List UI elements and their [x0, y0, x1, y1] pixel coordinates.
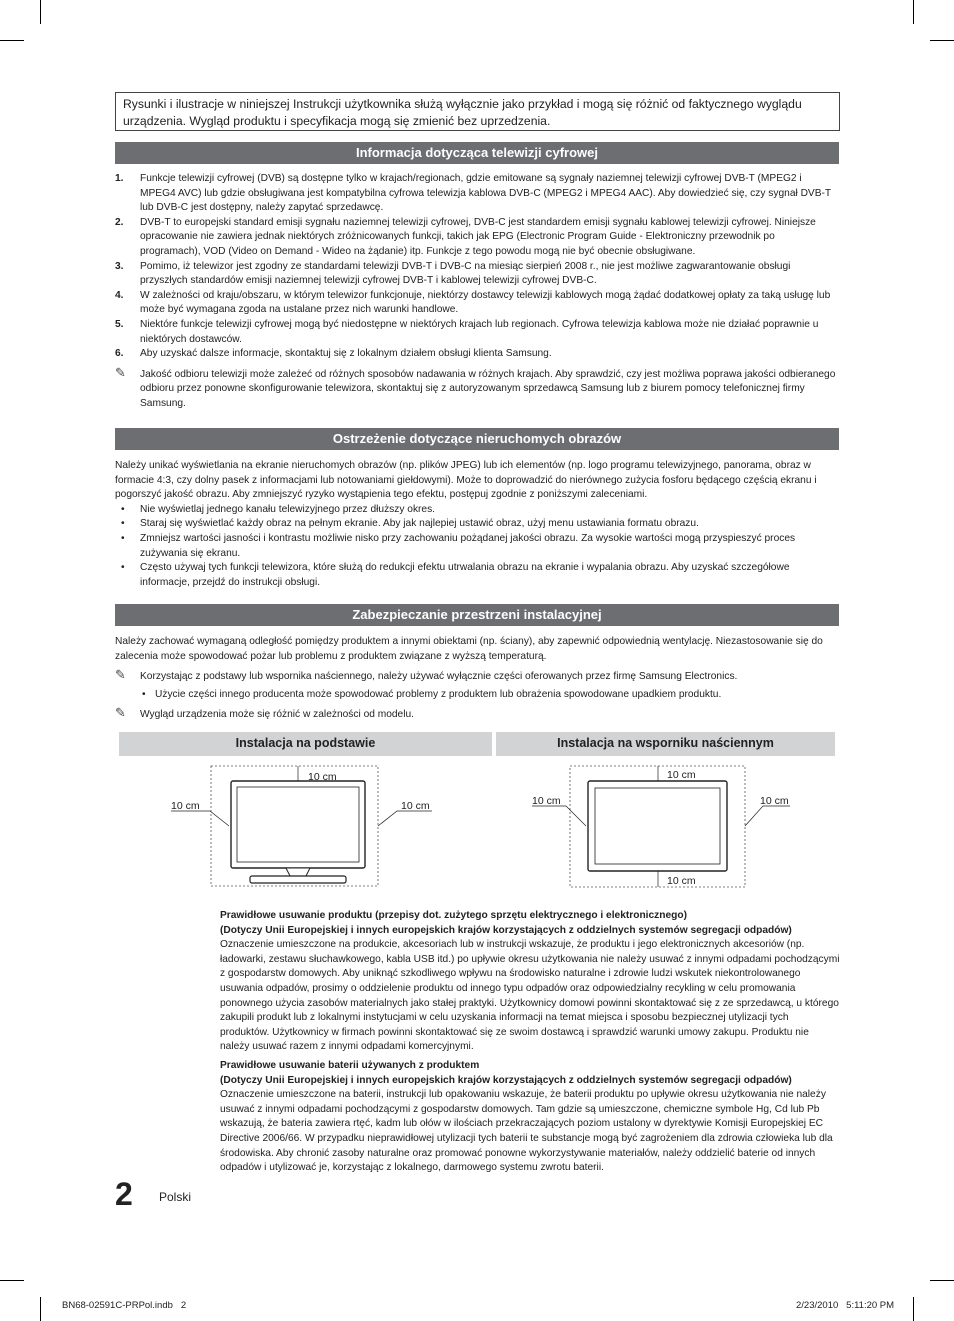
list-item: 2. DVB-T to europejski standard emisji sygnału naziemnej telewizji cyfrowej, DVB-C jest standardem emisji sygnału kablowej telewizji cyfrowej. Niniejsze opracowanie nie zawiera jednak niektórych zróżnicowanych funkcji, takich jak EPG (Electronic Program Guide - Elektroniczny przewodnik po programach), VOD (Video on Demand - Wideo na żądanie) itp. Funkcje z tego powodu mogą nie być obecnie obsługiwane.	[115, 216, 816, 257]
notice-box: Rysunki i ilustracje w niniejszej Instrukcji użytkownika służą wyłącznie jako przykład i mogą się różnić od faktycznego wyglądu urządzenia. Wygląd produktu i specyfikacja mogą się zmienić bez uprzedzenia.	[115, 92, 840, 131]
weee-subtitle: (Dotyczy Unii Europejskiej i innych europejskich krajów korzystających z oddzielnych systemów segregacji odpadów)	[220, 924, 792, 936]
battery-disposal-text	[220, 1059, 840, 1176]
list-item: 5. Niektóre funkcje telewizji cyfrowej mogą być niedostępne w niektórych krajach lub regionach. Cyfrowa telewizja kablowa może nie działać poprawnie u niektórych dostawców.	[115, 318, 819, 345]
battery-subtitle: (Dotyczy Unii Europejskiej i innych europejskich krajów korzystających z oddzielnych systemów segregacji odpadów)	[220, 1074, 792, 1086]
stand-installation-header: Instalacja na podstawie	[119, 732, 492, 756]
list-item: 3. Pomimo, iż telewizor jest zgodny ze standardami telewizji DVB-T i DVB-C na miesiąc sierpień 2008 r., nie jest możliwe zagwarantowanie obsługi przyszłych standardów emisji naziemnej telewizji cyfrowej DVB-T i kablowej telewizji cyfrowej DVB-C.	[115, 260, 791, 287]
note: ✎ Wygląd urządzenia może się różnić w zależności od modelu.	[115, 705, 414, 721]
list-item: 1. Funkcje telewizji cyfrowej (DVB) są dostępne tylko w krajach/regionach, gdzie emitowane są sygnały naziemnej telewizji cyfrowej DVB-T (MPEG2 i MPEG4 AVC) lub gdzie obsługiwana jest kompatybilna cyfrowa telewizja kablowa DVB-C (MPEG2 i MPEG4 AAC). Aby dowiedzieć się, czy sygnał DVB-T lub DVB-C jest dostępny, należy zapytać sprzedawcę.	[115, 173, 831, 214]
list-item: • Często używaj tych funkcji telewizora, które służą do redukcji efektu utrwalania obrazu na ekranie i wypalania obrazu. Aby uzyskać szczegółowe informacje, przejdź do instrukcji obsługi.	[121, 562, 790, 588]
wall-installation-header: Instalacja na wsporniku naściennym	[496, 732, 835, 756]
clearance-leader	[532, 806, 586, 826]
pencil-note-icon: ✎	[115, 705, 126, 721]
section-title-still-images: Ostrzeżenie dotyczące nieruchomych obrazów	[115, 428, 839, 450]
page-language: Polski	[159, 1190, 192, 1204]
sub-bullet: • Użycie części innego producenta może spowodować problemy z produktem lub obrażenia spowodowane upadkiem produktu.	[142, 688, 722, 700]
wall-tv-diagram	[532, 766, 790, 887]
tv-screen	[237, 787, 359, 862]
clearance-label: 10 cm	[667, 875, 696, 887]
list-item: 4. W zależności od kraju/obszaru, w którym telewizor funkcjonuje, niektórzy dostawcy telewizji kablowych mogą żądać dodatkowej opłaty za taką usługę lub może być wymagana zgoda na ustalane przez nich warunki handlowe.	[115, 289, 831, 316]
clearance-leader	[378, 811, 432, 826]
weee-disposal-text	[220, 909, 840, 1055]
installation-intro: Należy zachować wymaganą odległość pomiędzy produktem a innymi obiektami (np. ściany), aby zapewnić odpowiednią wentylację. Niezastosowanie się do zalecenia może spowodować pożar lub problemu z produktem związane z wyższą temperaturą.	[115, 636, 823, 662]
tv-stand-base	[250, 876, 346, 883]
list-item: • Zmniejsz wartości jasności i kontrastu możliwie nisko przy zachowaniu pożądanej jakości obrazu. Za wysokie wartości mogą przyspieszyć proces zużywania się ekranu.	[121, 532, 796, 559]
weee-title: Prawidłowe usuwanie produktu (przepisy dot. zużytego sprzętu elektrycznego i elektronicznego)	[220, 910, 688, 921]
tv-screen	[595, 788, 720, 864]
page-number: 2	[115, 1176, 133, 1212]
crop-mark	[913, 1297, 914, 1321]
note: ✎ Jakość odbioru telewizji może zależeć od różnych sposobów nadawania w różnych krajach. Aby sprawdzić, czy jest możliwa poprawa jakości odbieranego odbioru przez ponowne skonfigurowanie telewizora, skontaktuj się z autoryzowanym sprzedawcą Samsung lub z biurem pomocy telefonicznej firmy Samsung.	[115, 364, 836, 409]
still-images-intro: Należy unikać wyświetlania na ekranie nieruchomych obrazów (np. plików JPEG) lub ich elementów (np. logo programu telewizyjnego, panorama, obraz w formacie 4:3, czy dolny pasek z informacjami lub notowaniami giełdowymi). Może to doprowadzić do nierównego zużycia fosforu będącego częścią ekranu i pogorszyć jakość obrazu. Aby zmniejszyć ryzyko wystąpienia tego efektu, postępuj zgodnie z poniższymi zaleceniami.	[115, 460, 817, 501]
stand-tv-diagram	[171, 766, 432, 886]
clearance-label: 10 cm	[532, 795, 561, 807]
list-item: 6. Aby uzyskać dalsze informacje, skontaktuj się z lokalnym działem obsługi klienta Samsung.	[115, 348, 552, 360]
note: ✎ Korzystając z podstawy lub wspornika naściennego, należy używać wyłącznie części oferowanych przez firmę Samsung Electronics.	[115, 667, 738, 683]
clearance-label: 10 cm	[401, 800, 430, 812]
crop-mark	[0, 1280, 24, 1281]
list-item: • Staraj się wyświetlać każdy obraz na pełnym ekranie. Aby jak najlepiej ustawić obraz, użyj menu ustawiania formatu obrazu.	[121, 518, 699, 530]
clearance-label: 10 cm	[171, 800, 200, 812]
section-title-digital-tv: Informacja dotycząca telewizji cyfrowej	[115, 142, 839, 164]
clearance-label: 10 cm	[667, 769, 696, 781]
print-file-info: BN68-02591C-PRPol.indb 2	[62, 1300, 187, 1311]
battery-body: Oznaczenie umieszczone na baterii, instrukcji lub opakowaniu wskazuje, że baterii produktu po upływie okresu użytkowania nie należy usuwać z innymi odpadami pochodzącymi z gospodarstw domowych. Tam gdzie są umieszczone, chemiczne symbole Hg, Cd lub Pb wskazują, że bateria zawiera rtęć, kadm lub ołów w ilościach przekraczających poziom ustalony w dyrektywie Komisji Europejskiej EC Directive 2006/66. W przypadku nieprawidłowej utylizacji tych baterii te substancje mogą być zagrożeniem dla zdrowia człowieka lub dla środowiska. Aby chronić zasoby naturalne oraz promować ponowne wykorzystywanie materiałów, należy oddzielić baterie od innych odpadów i utylizować je, korzystając z lokalnego, darmowego systemu zwrotu baterii.	[220, 1089, 833, 1174]
crop-mark	[40, 1297, 41, 1321]
weee-body: Oznaczenie umieszczone na produkcie, akcesoriach lub w instrukcji wskazuje, że produktu i jego elektronicznych akcesoriów (np. ładowarki, zestawu słuchawkowego, kabla USB itd.) po upływie okresu użytkowania nie należy usuwać z innymi odpadami pochodzącymi z gospodarstw domowych. Aby uniknąć szkodliwego wpływu na środowisko naturalne i zdrowie ludzi wskutek niekontrolowanego usuwania odpadów, prosimy o oddzielenie produktu od innego typu odpadów oraz odpowiedzialny recykling w celu promowania ponownego użycia zasobów materialnych jako stałej praktyki. Użytkownicy domowi powinni skontaktować się z ze sprzedawcą, u którego zakupili produkt lub z lokalnymi instytucjami w celu uzyskania informacji na temat miejsca i sposobu bezpiecznej utylizacji tych produktów. Użytkownicy w firmach powinni skontaktować się ze swoim dostawcą i sprawdzić warunki umowy zakupu. Produktu nie należy usuwać razem z innymi odpadami komercyjnymi.	[220, 939, 840, 1053]
list-item: • Nie wyświetlaj jednego kanału telewizyjnego przez dłuższy okres.	[121, 503, 436, 515]
pencil-note-icon: ✎	[115, 667, 126, 683]
crop-mark	[930, 1280, 954, 1281]
tv-neck	[286, 868, 310, 876]
clearance-label: 10 cm	[760, 795, 789, 807]
battery-title: Prawidłowe usuwanie baterii używanych z produktem	[220, 1060, 480, 1071]
pencil-note-icon: ✎	[115, 364, 126, 380]
section-title-installation-space: Zabezpieczanie przestrzeni instalacyjnej	[115, 604, 839, 626]
clearance-leader	[171, 811, 229, 826]
print-timestamp: 2/23/2010 5:11:20 PM	[796, 1300, 895, 1311]
clearance-leader	[745, 806, 790, 826]
clearance-label: 10 cm	[308, 771, 337, 783]
